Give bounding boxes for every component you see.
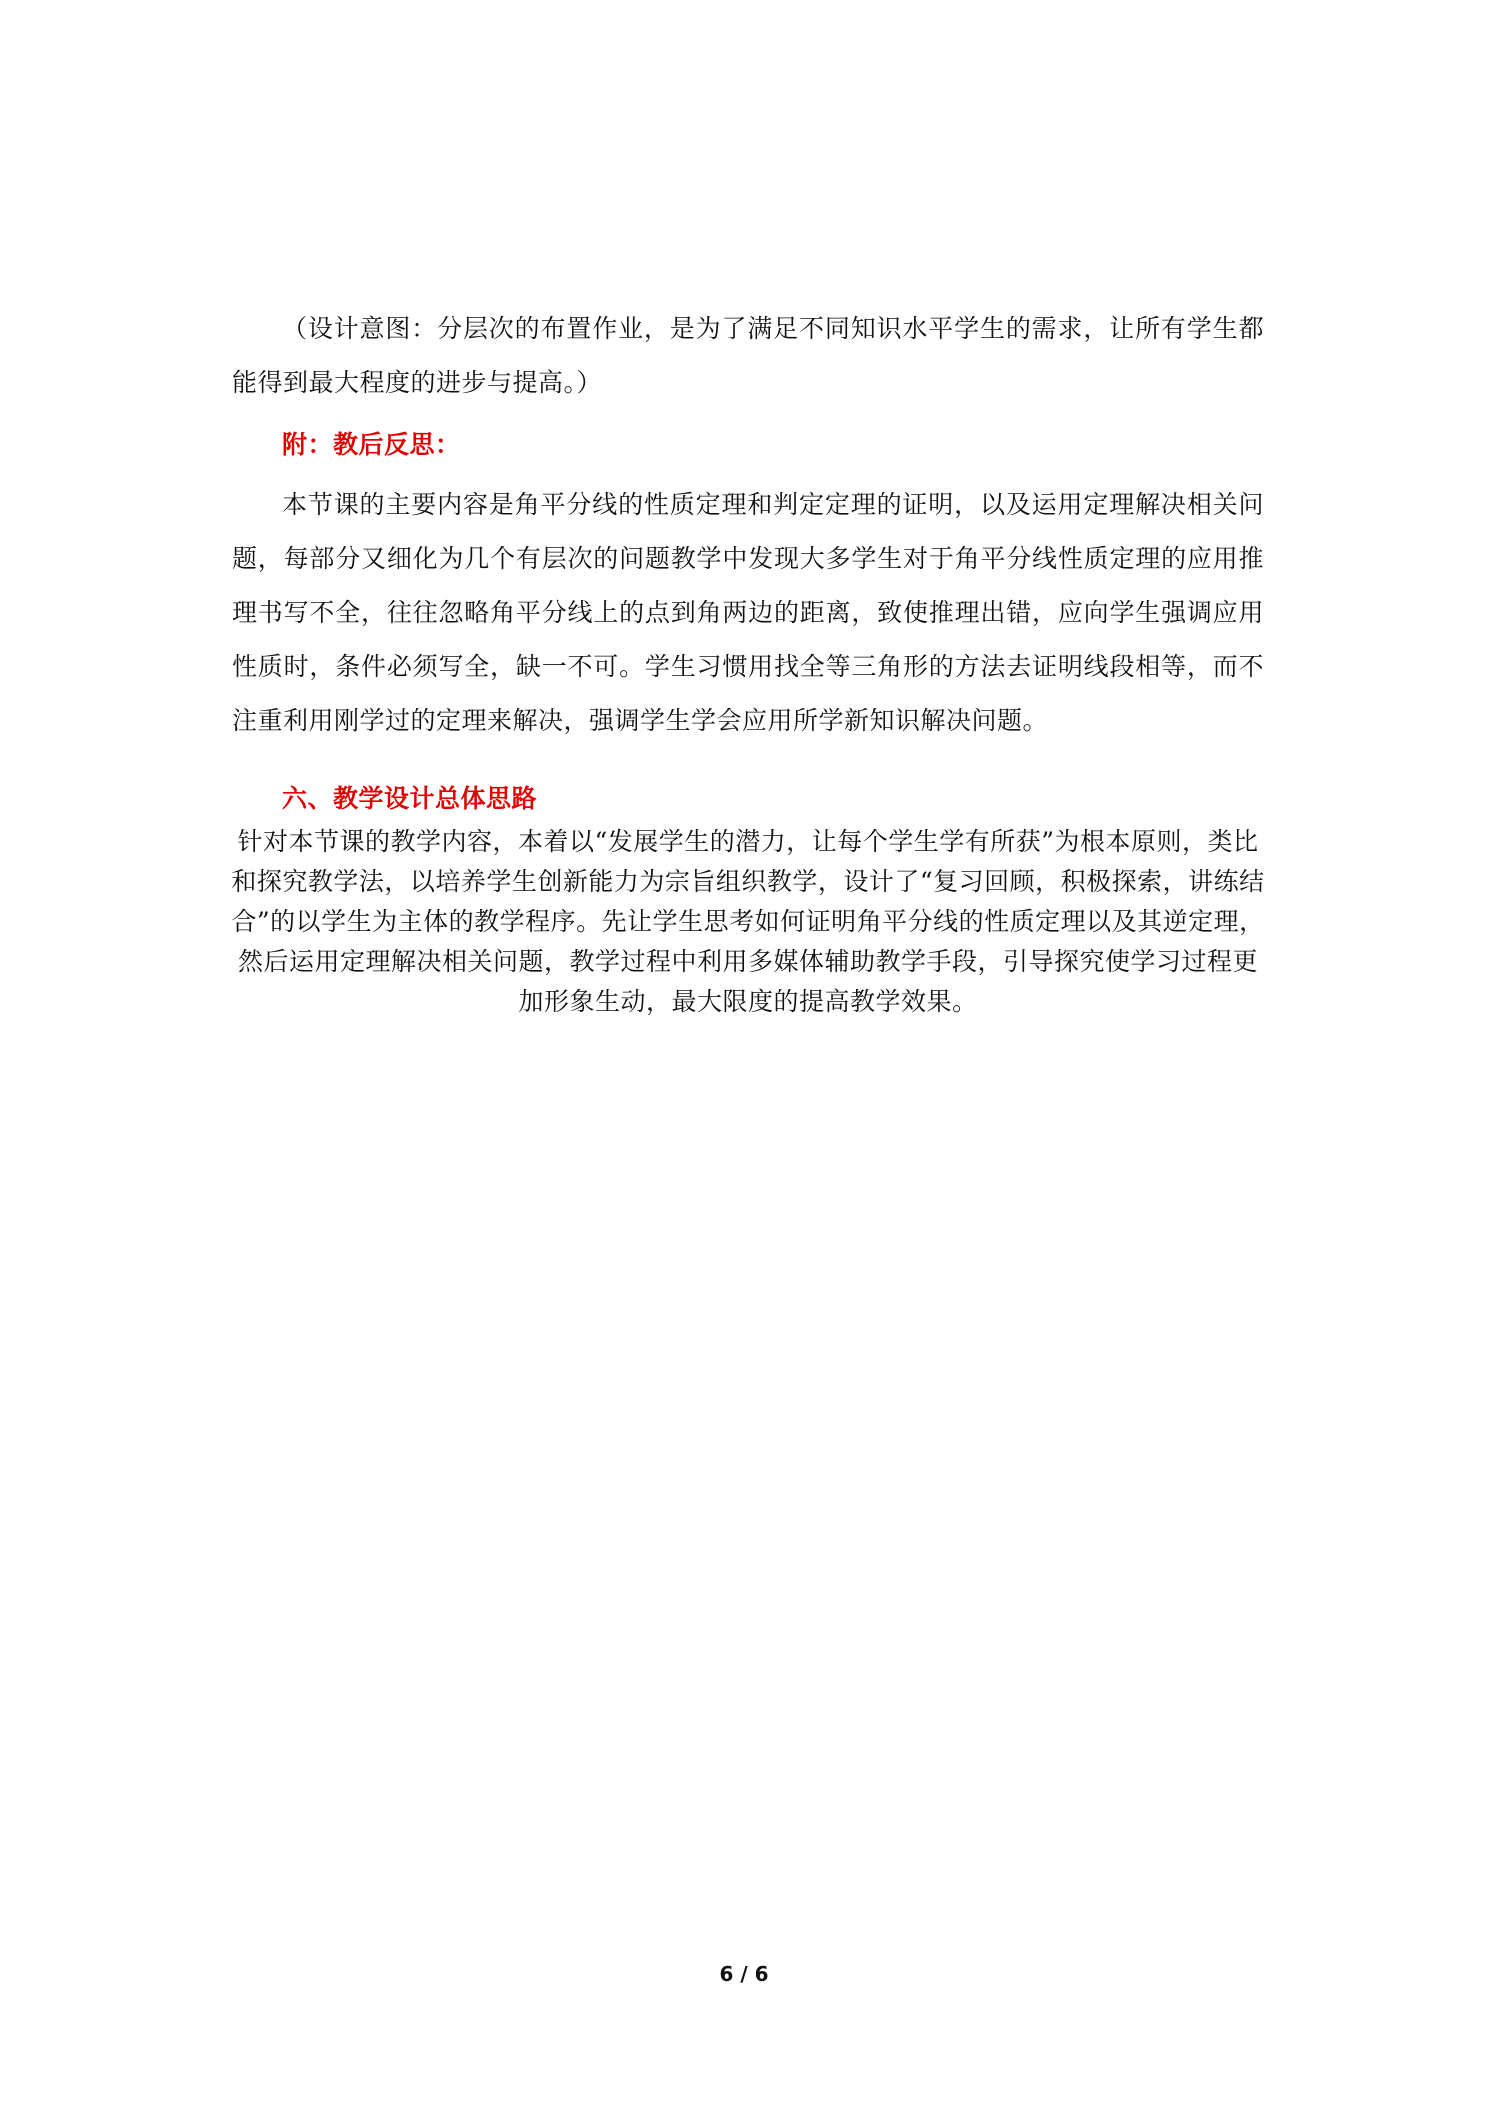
design-intent-paragraph: （设计意图：分层次的布置作业，是为了满足不同知识水平学生的需求，让所有学生都能得到最大程度的进步与提高。）	[232, 314, 1264, 397]
page-number: 6 / 6	[719, 1962, 769, 1986]
section-heading: 六、教学设计总体思路	[282, 784, 538, 813]
reflection-paragraph: 本节课的主要内容是角平分线的性质定理和判定定理的证明，以及运用定理解决相关问题，每部分又细化为几个有层次的问题教学中发现大多学生对于角平分线性质定理的应用推理书写不全，往往忽略角平分线上的点到角两边的距离，致使推理出错，应向学生强调应用性质时，条件必须写全，缺一不可。学生习惯用找全等三角形的方法去证明线段相等，而不注重利用刚学过的定理来解决，强调学生学会应用所学新知识解决问题。	[232, 490, 1264, 735]
section-paragraph: 针对本节课的教学内容，本着以“发展学生的潜力，让每个学生学有所获”为根本原则，类比和探究教学法，以培养学生创新能力为宗旨组织教学，设计了“复习回顾，积极探索，讲练结合”的以学生为主体的教学程序。先让学生思考如何证明角平分线的性质定理以及其逆定理，然后运用定理解决相关问题，教学过程中利用多媒体辅助教学手段，引导探究使学习过程更加形象生动，最大限度的提高教学效果。	[231, 827, 1265, 1016]
reflection-heading: 附：教后反思：	[282, 430, 461, 459]
